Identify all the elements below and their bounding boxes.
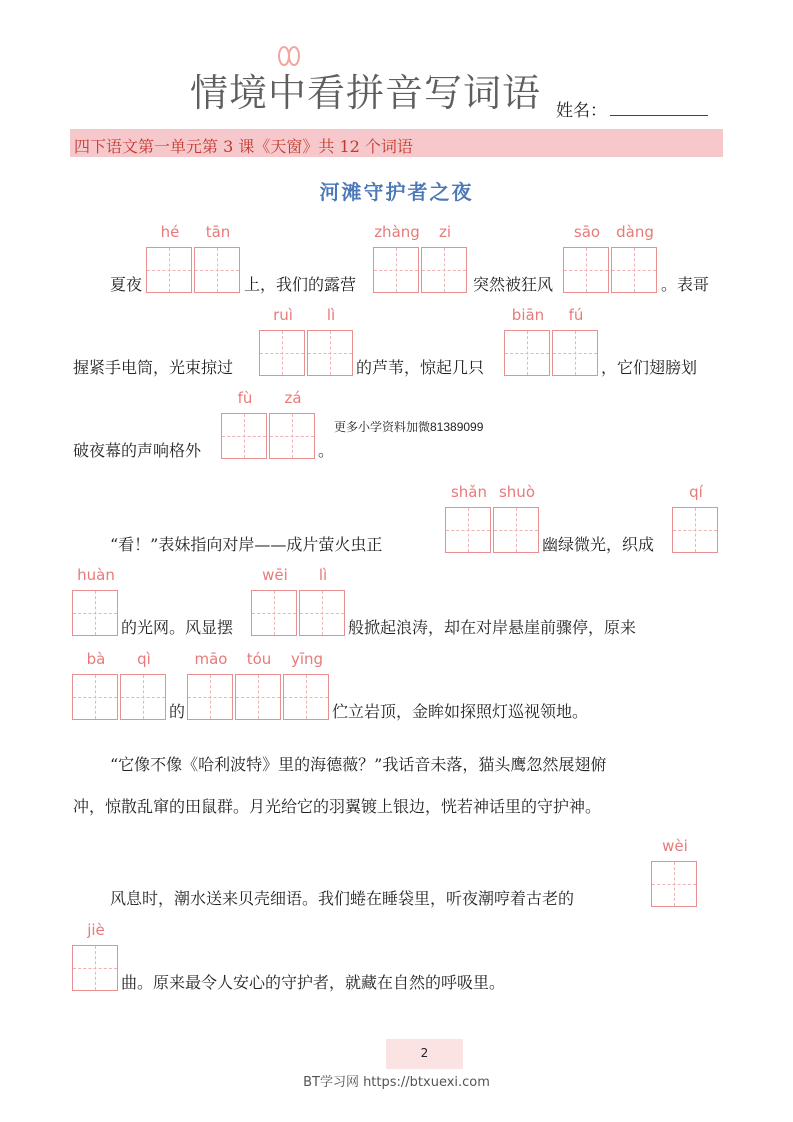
writing-box[interactable] xyxy=(269,413,315,459)
text-line: 冲，惊散乱窜的田鼠群。月光给它的羽翼镀上银边，恍若神话里的守护神。 xyxy=(73,797,602,816)
pinyin-label: biān xyxy=(511,306,545,324)
writing-box[interactable] xyxy=(72,590,118,636)
pinyin-label: wèi xyxy=(662,837,688,855)
text-line: 破夜幕的声响格外 xyxy=(73,441,202,460)
writing-box[interactable] xyxy=(307,330,353,376)
text-line: ，它们翅膀划 xyxy=(601,358,698,377)
text-line: “看！”表妹指向对岸——成片萤火虫正 xyxy=(110,535,383,554)
text-line: 般掀起浪涛，却在对岸悬崖前骤停，原来 xyxy=(348,618,637,637)
text-line: 曲。原来最令人安心的守护者，就藏在自然的呼吸里。 xyxy=(121,973,506,992)
pinyin-label: tóu xyxy=(246,650,272,668)
pinyin-label: lì xyxy=(326,306,336,324)
pinyin-label: zi xyxy=(438,223,452,241)
page-number: 2 xyxy=(420,1046,429,1060)
pinyin-label: jiè xyxy=(87,921,105,939)
text-line: 风息时，潮水送来贝壳细语。我们蜷在睡袋里，听夜潮哼着古老的 xyxy=(110,889,575,908)
text-line: 握紧手电筒，光束掠过 xyxy=(73,358,234,377)
pinyin-label: ruì xyxy=(273,306,293,324)
writing-box[interactable] xyxy=(299,590,345,636)
writing-box[interactable] xyxy=(651,861,697,907)
writing-box[interactable] xyxy=(235,674,281,720)
writing-box[interactable] xyxy=(421,247,467,293)
text-line: 伫立岩顶，金眸如探照灯巡视领地。 xyxy=(332,702,589,721)
pinyin-label: lì xyxy=(318,566,328,584)
pinyin-label: shuò xyxy=(498,483,535,501)
text-line: 突然被狂风 xyxy=(473,275,554,294)
text-line: “它像不像《哈利波特》里的海德薇？”我话音未落，猫头鹰忽然展翅俯 xyxy=(110,755,607,774)
name-blank-line[interactable] xyxy=(610,114,708,116)
text-line: 。 xyxy=(318,441,335,460)
name-label: 姓名： xyxy=(556,101,607,121)
pinyin-label: bà xyxy=(86,650,106,668)
text-line: 的光网。风显摆 xyxy=(121,618,234,637)
pinyin-label: yīng xyxy=(290,650,324,668)
writing-box[interactable] xyxy=(563,247,609,293)
footer-site[interactable]: BT学习网 https://btxuexi.com xyxy=(303,1075,490,1090)
pinyin-label: qì xyxy=(137,650,151,668)
pinyin-label: fú xyxy=(568,306,584,324)
writing-box[interactable] xyxy=(251,590,297,636)
text-line: 幽绿微光，织成 xyxy=(542,535,655,554)
text-line: 。表哥 xyxy=(661,275,710,294)
pinyin-label: huàn xyxy=(77,566,115,584)
logo-title: 情境中看拼音写词语 xyxy=(190,71,542,115)
pinyin-label: tān xyxy=(205,223,231,241)
pinyin-label: māo xyxy=(194,650,228,668)
writing-box[interactable] xyxy=(221,413,267,459)
pinyin-label: sāo xyxy=(573,223,601,241)
pinyin-label: qí xyxy=(689,483,703,501)
pinyin-label: dàng xyxy=(616,223,654,241)
writing-box[interactable] xyxy=(373,247,419,293)
writing-box[interactable] xyxy=(445,507,491,553)
ad-notice: 更多小学资料加微81389099 xyxy=(334,420,484,434)
pinyin-label: zhàng xyxy=(374,223,420,241)
story-title: 河滩守护者之夜 xyxy=(319,180,474,204)
writing-box[interactable] xyxy=(259,330,305,376)
writing-box[interactable] xyxy=(611,247,657,293)
text-line: 的 xyxy=(169,702,186,721)
pinyin-label: fù xyxy=(237,389,253,407)
writing-box[interactable] xyxy=(552,330,598,376)
writing-box[interactable] xyxy=(72,674,118,720)
text-line: 上，我们的露营 xyxy=(244,275,357,294)
writing-box[interactable] xyxy=(187,674,233,720)
pinyin-label: zá xyxy=(284,389,302,407)
lesson-banner-text: 四下语文第一单元第 3 课《天窗》共 12 个词语 xyxy=(74,137,413,156)
writing-box[interactable] xyxy=(283,674,329,720)
text-line: 夏夜 xyxy=(110,275,143,294)
writing-box[interactable] xyxy=(146,247,192,293)
writing-box[interactable] xyxy=(72,945,118,991)
writing-box[interactable] xyxy=(493,507,539,553)
writing-box[interactable] xyxy=(672,507,718,553)
pinyin-label: hé xyxy=(160,223,180,241)
text-line: 的芦苇，惊起几只 xyxy=(356,358,485,377)
writing-box[interactable] xyxy=(120,674,166,720)
writing-box[interactable] xyxy=(504,330,550,376)
writing-box[interactable] xyxy=(194,247,240,293)
pinyin-label: wēi xyxy=(262,566,288,584)
pinyin-label: shǎn xyxy=(450,483,488,501)
